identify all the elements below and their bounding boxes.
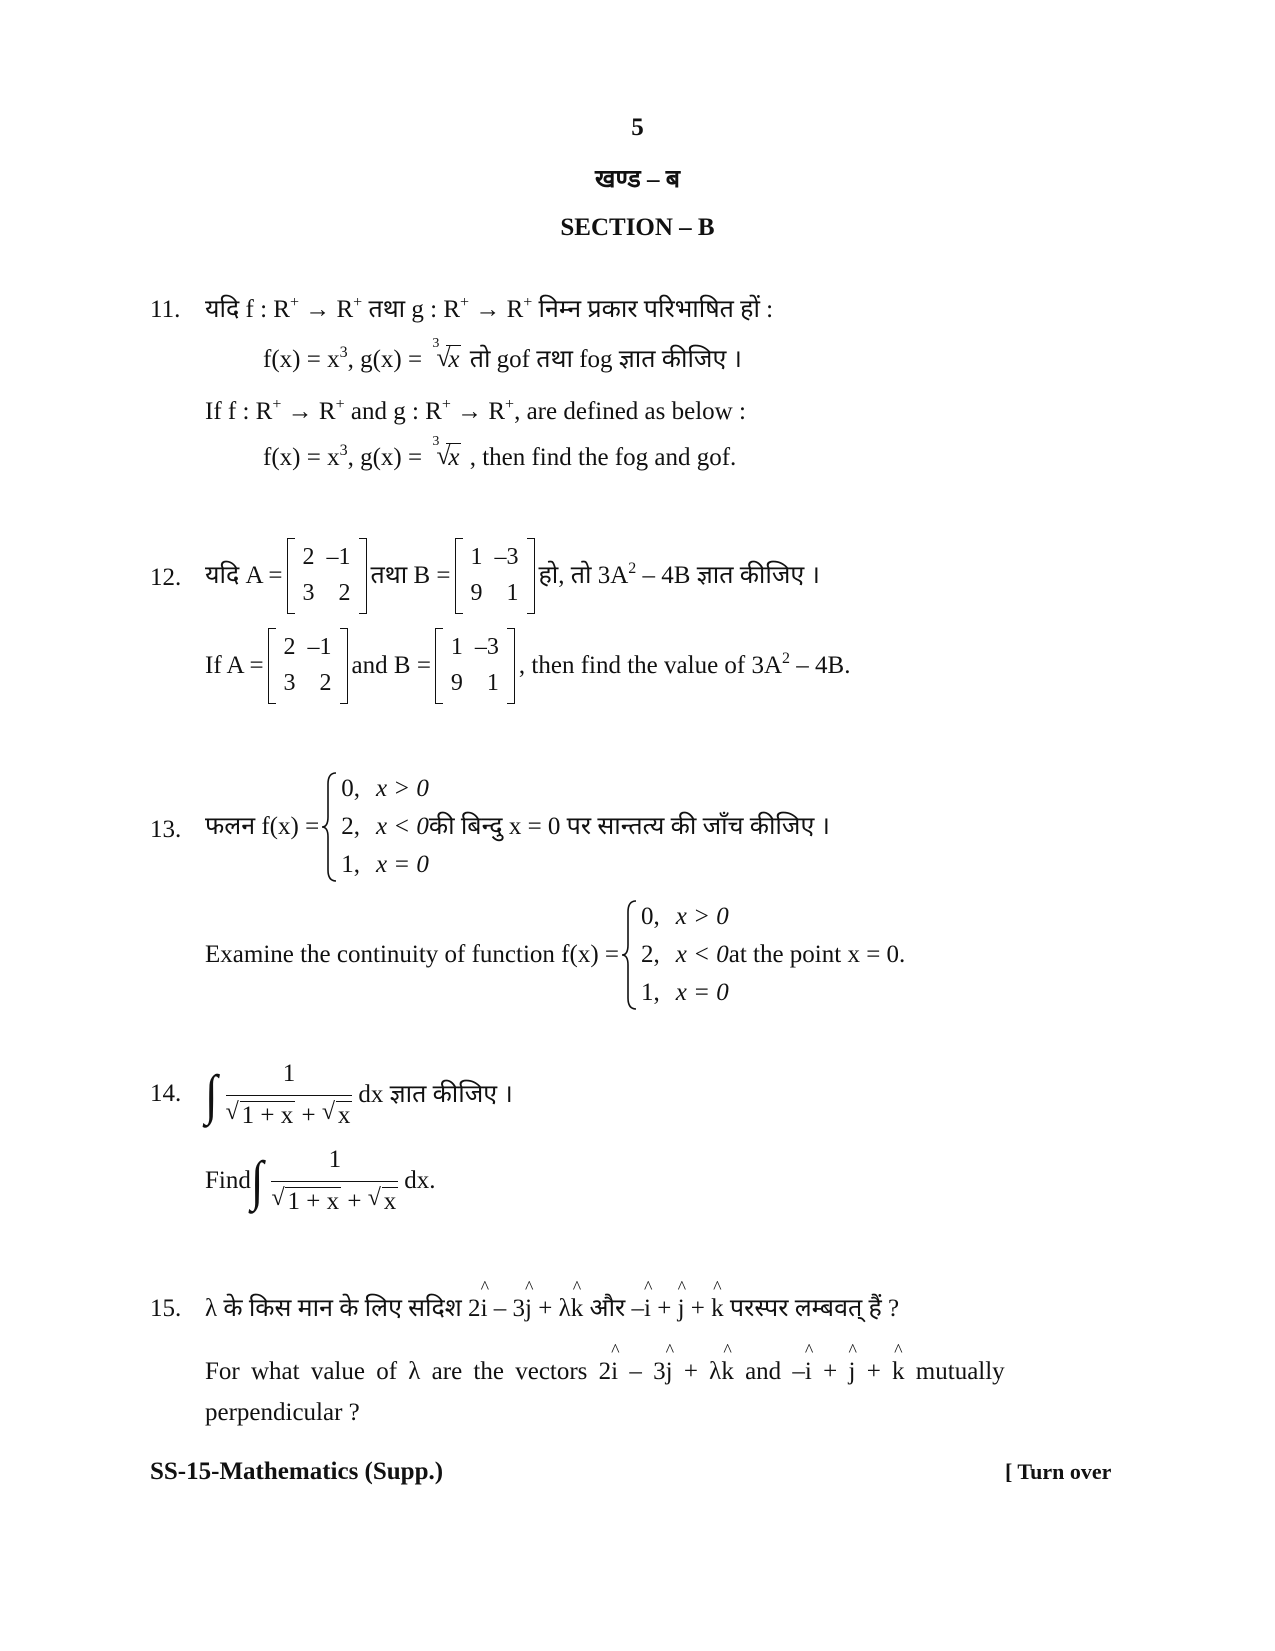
matrix-a: 2 –1 3 2 <box>268 630 348 702</box>
footer-paper-code: SS-15-Mathematics (Supp.) <box>150 1458 444 1485</box>
q15-hindi-line: λ के किस मान के लिए सदिश 2^ i – 3^ j + λ^ k और –^ i + ^ j + ^ k परस्पर लम्बवत् हैं ? <box>205 1293 899 1326</box>
matrix-a: 2 –1 3 2 <box>287 540 367 612</box>
fraction: 1 √ 1 + x + √ x <box>271 1144 398 1218</box>
q11-hindi-line1: यदि f : R+ → R+ तथा g : R+ → R+ निम्न प्रकार परिभाषित हों : <box>205 294 774 323</box>
question-number: 12. <box>150 564 182 591</box>
q11-hindi-line2: $f(x) = x^3$, g(x) = 3 √ x तो gof तथा fog ज्ञात कीजिए । <box>263 344 742 377</box>
cube-root: 3 √ x <box>432 434 460 471</box>
q12-english-line: If A = 2 –1 3 2 and B = 1 –3 9 1 , then find the value of $3A^2 - 4B$. <box>205 630 850 702</box>
brace-icon <box>619 898 639 1012</box>
matrix-b: 1 –3 9 1 <box>435 630 515 702</box>
q13-english-line: Examine the continuity of function f(x) = 0, x > 0 2, x < 0 1, x = 0 at the point x = 0. <box>205 898 905 1012</box>
fraction: 1 √ 1 + x + √ x <box>226 1058 353 1132</box>
q15-english-line1: For what value of λ are the vectors 2^ i – 3^ j + λ^ k and –^ i + ^ j + ^ k mutually <box>205 1356 1005 1389</box>
question-number: 11. <box>150 296 181 323</box>
q11-english-line1: If f : R+ → R+ and g : R+ → R+, are defined as below : <box>205 396 746 425</box>
q14-hindi-line: ∫ 1 √ 1 + x + √ x dx ज्ञात कीजिए । <box>205 1058 513 1132</box>
question-number: 13. <box>150 816 182 843</box>
matrix-b: 1 –3 9 1 <box>455 540 535 612</box>
page-number: 5 <box>631 114 644 141</box>
piecewise-function: 0, x > 0 2, x < 0 1, x = 0 <box>619 898 729 1012</box>
question-number: 14. <box>150 1080 182 1107</box>
q12-hindi-line: यदि A = 2 –1 3 2 तथा B = 1 –3 9 1 हो, तो $3A^2 - 4B$ ज्ञात कीजिए । <box>205 540 820 612</box>
integral-icon: ∫ <box>250 1149 264 1211</box>
footer-turn-over: [ Turn over <box>1005 1459 1112 1484</box>
integral-icon: ∫ <box>205 1063 218 1125</box>
q11-english-line2: $f(x) = x^3$, g(x) = 3 √ x , then find the fog and gof. <box>263 442 736 475</box>
q14-english-line: Find∫ 1 √ 1 + x + √ x dx. <box>205 1144 435 1218</box>
piecewise-function: 0, x > 0 2, x < 0 1, x = 0 <box>319 770 429 884</box>
section-title-english: SECTION – B <box>560 214 715 241</box>
section-title-hindi: खण्ड – ब <box>595 166 680 193</box>
q13-hindi-line: फलन f(x) = 0, x > 0 2, x < 0 1, x = 0 की बिन्दु x = 0 पर सान्तत्य की जाँच कीजिए । <box>205 770 830 884</box>
brace-icon <box>319 770 339 884</box>
q15-english-line2: perpendicular ? <box>205 1399 360 1426</box>
cube-root: 3 √ x <box>432 336 460 373</box>
question-number: 15. <box>150 1295 182 1322</box>
